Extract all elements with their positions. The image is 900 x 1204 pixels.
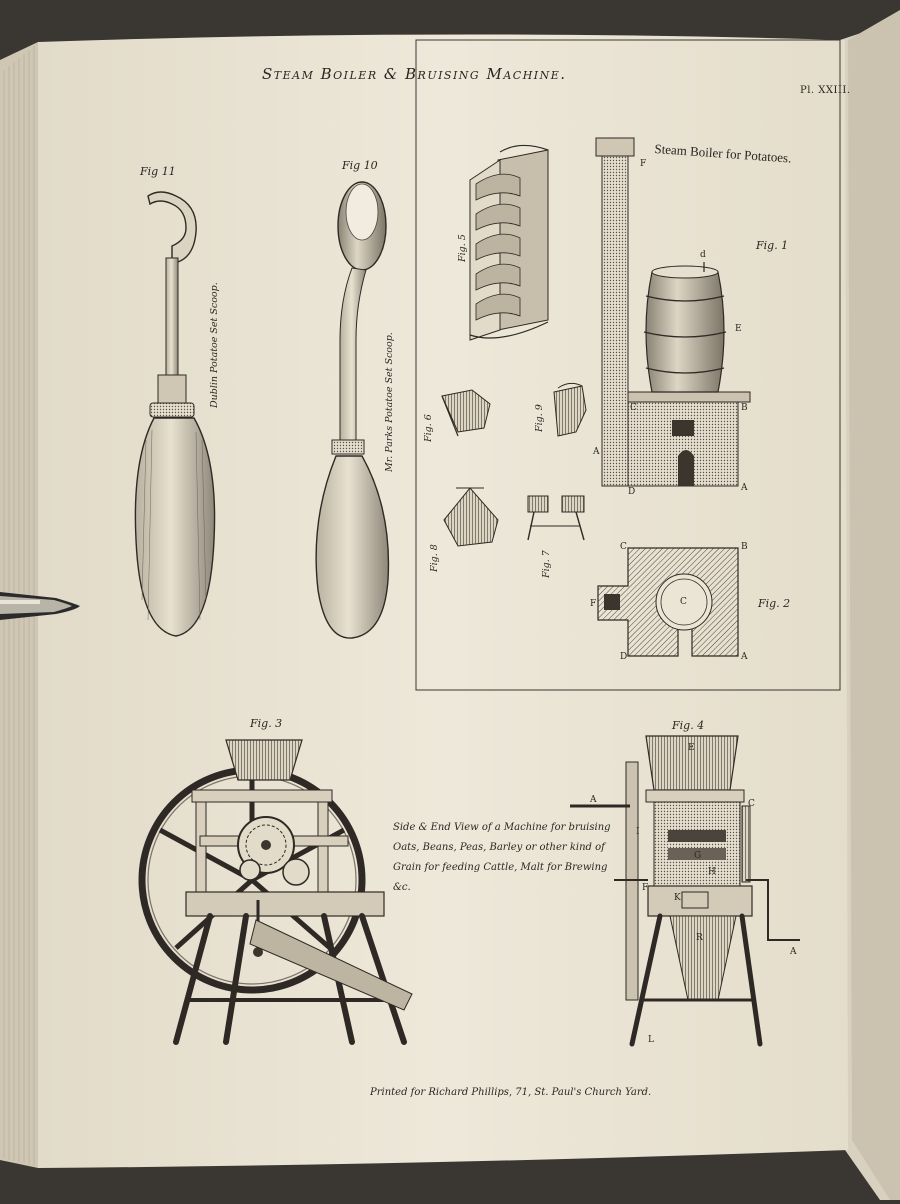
fig10-caption: Mr. Parks Potatoe Set Scoop. <box>384 332 395 472</box>
fig7-label: Fig. 7 <box>541 550 552 578</box>
fig4-label: Fig. 4 <box>672 719 705 732</box>
letter-e-fig1: E <box>735 324 742 334</box>
letter-a-fig2: A <box>741 652 748 662</box>
boiler-title: Steam Boiler for Potatoes. <box>654 141 792 166</box>
plate-title: Steam Boiler & Bruising Machine. <box>262 65 567 83</box>
letter-b-fig1: B <box>741 403 748 413</box>
letter-c-fig4: C <box>748 799 755 809</box>
letter-d-fig2: D <box>620 652 628 662</box>
letter-h: H <box>708 867 716 877</box>
letter-e-fig4: E <box>688 743 695 753</box>
letter-f-fig4: F <box>642 883 649 893</box>
letter-c-center: C <box>680 597 687 607</box>
letter-i: I <box>636 827 640 837</box>
machine-caption: Side & End View of a Machine for bruising Oats, Beans, Peas, Barley or other kind of Grain for feeding Cattle, Malt for Brewing &c. <box>393 822 611 893</box>
letter-c-fig2: C <box>620 542 627 552</box>
letter-a-fig4: A <box>590 795 597 805</box>
letter-a-fig1: A <box>741 483 748 493</box>
letter-d: d <box>700 250 706 260</box>
fig5-label: Fig. 5 <box>457 234 468 262</box>
letter-k: K <box>674 893 681 903</box>
fig3-label: Fig. 3 <box>250 717 283 730</box>
letter-f-top: F <box>640 159 647 169</box>
fig1-label: Fig. 1 <box>756 239 789 252</box>
imprint: Printed for Richard Phillips, 71, St. Paul's Church Yard. <box>370 1087 652 1098</box>
letter-r: R <box>696 933 703 943</box>
letter-b-fig2: B <box>741 542 748 552</box>
letter-a-crank: A <box>790 947 797 957</box>
fig5-trough-illustration <box>470 145 548 340</box>
letter-g: G <box>694 851 702 861</box>
letter-d-fig1: D <box>628 487 636 497</box>
letter-a-left: A <box>593 447 600 457</box>
letter-l: L <box>648 1035 654 1045</box>
fig6-label: Fig. 6 <box>423 414 434 442</box>
fig8-label: Fig. 8 <box>429 544 440 572</box>
fig11-label: Fig 11 <box>140 165 176 178</box>
fig9-label: Fig. 9 <box>534 404 545 432</box>
plate-number: Pl. XXIII. <box>800 85 851 96</box>
letter-c-fig1: C <box>630 403 637 413</box>
fig10-label: Fig 10 <box>342 159 378 172</box>
fig11-caption: Dublin Potatoe Set Scoop. <box>209 282 220 408</box>
fig2-label: Fig. 2 <box>758 597 791 610</box>
letter-f-fig2: F <box>590 599 597 609</box>
